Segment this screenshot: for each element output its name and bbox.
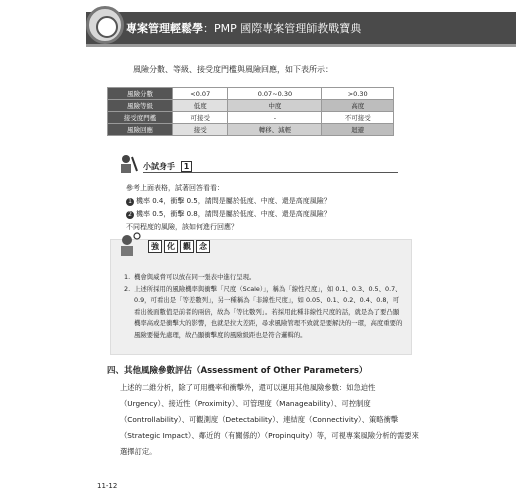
table-row <box>108 100 394 112</box>
row-header: 風險等級 <box>108 100 173 112</box>
list-number: 1. <box>124 273 131 281</box>
intro-text: 風險分數、等級、接受度門檻與風險回應，如下表所示： <box>133 65 333 74</box>
row-header: 接受度門檻 <box>108 112 173 124</box>
row-header: 風險分數 <box>108 88 173 100</box>
quiz-prompt: 參考上面表格，試著回答看看： <box>126 184 224 192</box>
quiz-item <box>126 208 331 221</box>
table-cell: 不可接受 <box>322 112 394 124</box>
table-cell: 低度 <box>173 100 228 112</box>
divider <box>143 172 398 173</box>
table-cell: - <box>228 112 322 124</box>
table-row <box>108 112 394 124</box>
header-title <box>126 20 361 36</box>
table-cell: 可接受 <box>173 112 228 124</box>
risk-table <box>107 87 394 136</box>
quiz-closing: 不同程度的風險，該如何進行回應？ <box>126 223 238 231</box>
number-badge: 1 <box>126 198 134 206</box>
concept-title-char: 觀 <box>180 240 194 253</box>
quiz-item-text: 機率 0.4，衝擊 0.5，請問是屬於低度、中度、還是高度風險？ <box>136 197 331 205</box>
table-cell: 迴避 <box>322 124 394 136</box>
section-paragraph: 上述的二維分析，除了可用機率和衝擊外，還可以運用其他風險參數：如急迫性（Urgency）、接近性（Proximity）、可管理度（Manageability）、可控制度（Controllability）、可觀測度（Detectability）、連結度（Connectivity）、策略衝擊（Strategic Impact）、鄰近的（有關係的）（Propinquity）等，可視專案風險分析的需要來選擇訂定。 <box>120 383 419 456</box>
table-cell: >0.30 <box>322 88 394 100</box>
concept-title-char: 強 <box>148 240 162 253</box>
quiz-body <box>126 182 331 234</box>
table-cell: 中度 <box>228 100 322 112</box>
concept-title-char: 化 <box>164 240 178 253</box>
lightbulb-person-icon <box>117 232 141 258</box>
section-heading: 四、其他風險參數評估（Assessment of Other Parameters） <box>107 366 368 376</box>
table-cell: 轉移、減輕 <box>228 124 322 136</box>
list-text: 機會與威脅可以放在同一張表中進行呈現。 <box>134 273 256 281</box>
table-row <box>108 88 394 100</box>
concept-title <box>148 240 210 253</box>
table-cell: <0.07 <box>173 88 228 100</box>
list-text: 上述所採用的風險機率與衝擊「尺度（Scale）」，稱為「線性尺度」，如 0.1、0.3、0.5、0.7、0.9，可看出是「等差數列」，另一種稱為「非線性尺度」，如 0.05、0.1、0.2、0.4、0.8，可看出後面數值是前者的兩倍，故為「等比數列」。若採用此種非線性尺度的話，就是為了要凸顯機率高或是衝擊大的影響，也就是拉大差距，尋求風險管理不致就是要解決的一環，高度重要的風險要優先處理，故凸顯衝擊度的風險級距也是符合邏輯的。 <box>134 284 403 339</box>
pencil-person-icon <box>118 153 138 175</box>
row-header: 風險回應 <box>108 124 173 136</box>
list-number: 2. <box>124 284 131 293</box>
table-cell: 0.07~0.30 <box>228 88 322 100</box>
page-number: 11-12 <box>97 482 118 490</box>
table-row <box>108 124 394 136</box>
list-item <box>124 284 404 342</box>
quiz-item-text: 機率 0.5，衝擊 0.8，請問是屬於低度、中度、還是高度風險？ <box>136 210 331 218</box>
quiz-item <box>126 195 331 208</box>
book-logo-icon <box>86 6 124 44</box>
concept-title-char: 念 <box>196 240 210 253</box>
table-cell: 接受 <box>173 124 228 136</box>
table-cell: 高度 <box>322 100 394 112</box>
quiz-title <box>143 161 192 172</box>
header-title-main: 專案管理輕鬆學 <box>126 22 203 35</box>
concept-list <box>124 272 404 341</box>
quiz-title-text: 小試身手 <box>143 162 175 171</box>
quiz-number: 1 <box>181 161 193 172</box>
list-item <box>124 272 404 284</box>
number-badge: 2 <box>126 211 134 219</box>
header-title-sub: ：PMP 國際專案管理師教戰寶典 <box>203 22 362 35</box>
page-header-bar <box>86 12 516 47</box>
